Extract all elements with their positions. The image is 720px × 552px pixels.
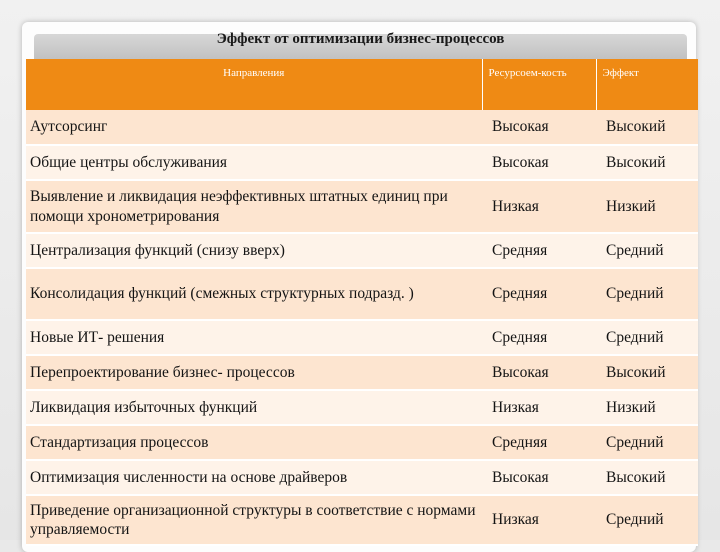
direction-cell: Перепроектирование бизнес- процессов [26, 355, 482, 390]
effect-cell: Средний [596, 495, 698, 545]
table-row [26, 233, 698, 268]
header-resource-intensity: Ресурсоем-кость [482, 59, 596, 110]
table-row [26, 460, 698, 495]
resource-cell: Низкая [482, 390, 596, 425]
effect-cell: Высокий [596, 355, 698, 390]
effect-cell: Средний [596, 268, 698, 320]
direction-cell: Общие центры обслуживания [26, 145, 482, 180]
direction-cell: Новые ИТ- решения [26, 320, 482, 355]
table-row [26, 268, 698, 320]
header-directions: Направления [26, 59, 482, 110]
direction-cell: Аутсорсинг [26, 110, 482, 145]
direction-cell: Приведение организационной структуры в соответствие с нормами управляемости [26, 495, 482, 545]
effect-cell: Высокий [596, 460, 698, 495]
resource-cell: Средняя [482, 425, 596, 460]
table-header-row [26, 59, 698, 110]
header-effect: Эффект [596, 59, 698, 110]
effect-cell: Средний [596, 425, 698, 460]
resource-cell: Высокая [482, 110, 596, 145]
resource-cell: Высокая [482, 355, 596, 390]
direction-cell: Стандартизация процессов [26, 425, 482, 460]
table-row [26, 145, 698, 180]
resource-cell: Низкая [482, 180, 596, 233]
effect-cell: Низкий [596, 390, 698, 425]
table-row [26, 495, 698, 545]
table-row [26, 110, 698, 145]
direction-cell: Централизация функций (снизу вверх) [26, 233, 482, 268]
direction-cell: Выявление и ликвидация неэффективных штатных единиц при помощи хронометрирования [26, 180, 482, 233]
resource-cell: Средняя [482, 233, 596, 268]
table-row [26, 355, 698, 390]
direction-cell: Ликвидация избыточных функций [26, 390, 482, 425]
direction-cell: Оптимизация численности на основе драйверов [26, 460, 482, 495]
table-row [26, 180, 698, 233]
slide-title: Эффект от оптимизации бизнес-процессов [216, 31, 505, 47]
table-row [26, 320, 698, 355]
resource-cell: Высокая [482, 460, 596, 495]
table-row [26, 390, 698, 425]
resource-cell: Низкая [482, 495, 596, 545]
effect-table [26, 59, 698, 546]
effect-cell: Низкий [596, 180, 698, 233]
direction-cell: Консолидация функций (смежных структурных подразд. ) [26, 268, 482, 320]
resource-cell: Средняя [482, 320, 596, 355]
resource-cell: Высокая [482, 145, 596, 180]
effect-cell: Средний [596, 320, 698, 355]
effect-cell: Средний [596, 233, 698, 268]
resource-cell: Средняя [482, 268, 596, 320]
effect-cell: Высокий [596, 110, 698, 145]
table-row [26, 425, 698, 460]
effect-cell: Высокий [596, 145, 698, 180]
